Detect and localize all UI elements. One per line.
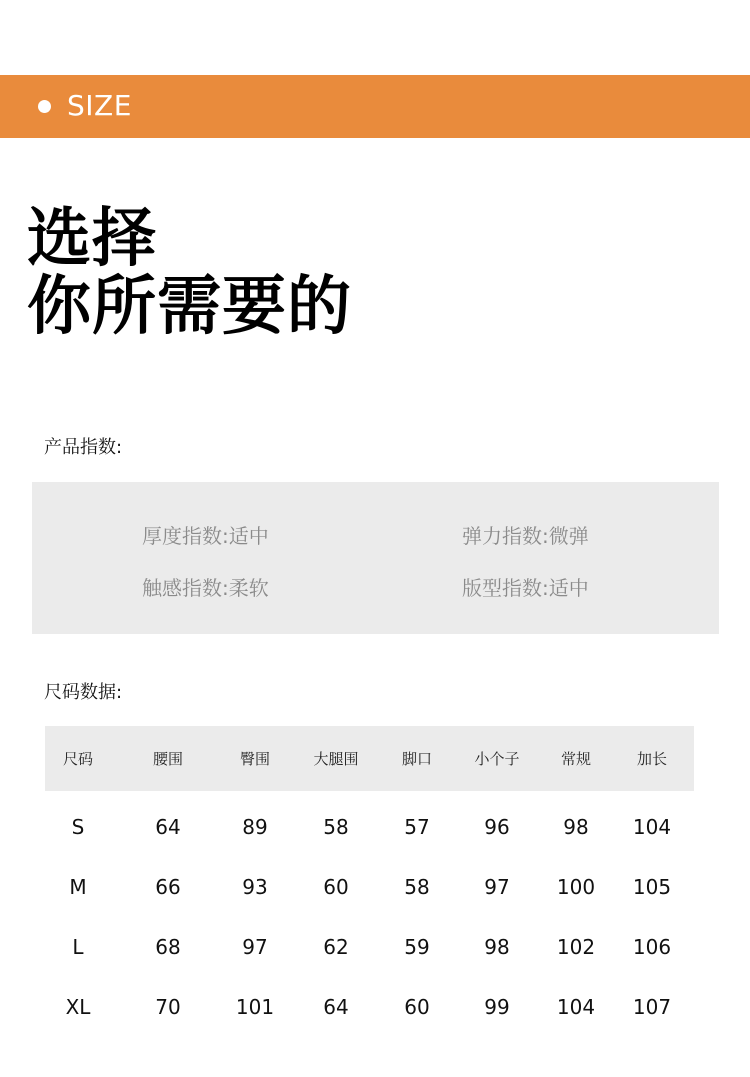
index-item-fit: 版型指数:适中 [462,576,589,600]
header-cell: 加长 [636,750,668,768]
index-value: 微弹 [548,524,589,548]
header-cell: 常规 [560,750,592,768]
table-cell: 89 [242,815,268,839]
table-cell: 107 [632,995,672,1019]
table-cell: 96 [484,815,510,839]
index-name: 触感指数 [142,576,222,600]
table-cell: 106 [632,935,672,959]
header-cell: 臀围 [239,750,271,768]
banner-title: SIZE [67,89,132,122]
table-cell: 100 [556,875,596,899]
header-cell: 大腿围 [313,750,359,768]
table-cell: 104 [632,815,672,839]
index-name: 厚度指数 [142,524,222,548]
index-name: 版型指数 [462,576,542,600]
size-banner [0,75,750,138]
table-cell: 60 [404,995,430,1019]
product-index-panel [32,482,719,634]
table-cell: XL [65,995,91,1019]
header-cell: 脚口 [401,750,433,768]
table-cell: 98 [484,935,510,959]
index-name: 弹力指数 [462,524,542,548]
size-data-label: 尺码数据: [44,682,123,703]
size-table-header [45,726,694,791]
table-cell: 58 [323,815,349,839]
table-cell: 57 [404,815,430,839]
table-row [45,927,694,967]
product-index-label: 产品指数: [44,437,123,458]
table-cell: 97 [484,875,510,899]
index-item-feel: 触感指数:柔软 [142,576,269,600]
table-cell: 93 [242,875,268,899]
table-cell: 68 [155,935,181,959]
table-cell: 64 [155,815,181,839]
table-cell: 102 [556,935,596,959]
table-cell: 98 [563,815,589,839]
table-cell: 101 [235,995,275,1019]
table-cell: 58 [404,875,430,899]
header-cell: 腰围 [152,750,184,768]
headline-line-1: 选择 [27,202,157,276]
table-cell: 59 [404,935,430,959]
table-cell: M [69,875,87,899]
table-cell: 99 [484,995,510,1019]
table-row [45,867,694,907]
index-value: 柔软 [228,576,269,600]
index-item-thickness: 厚度指数:适中 [142,524,269,548]
headline-line-2: 你所需要的 [27,270,352,344]
table-row [45,987,694,1027]
table-cell: L [72,935,84,959]
index-value: 适中 [548,576,589,600]
table-cell: 64 [323,995,349,1019]
table-cell: 62 [323,935,349,959]
header-cell: 尺码 [62,750,94,768]
page-headline [27,202,352,344]
index-item-elasticity: 弹力指数:微弹 [462,524,589,548]
header-cell: 小个子 [474,750,520,768]
index-value: 适中 [228,524,269,548]
table-cell: 70 [155,995,181,1019]
table-cell: 66 [155,875,181,899]
bullet-dot-icon [38,100,51,113]
table-cell: 104 [556,995,596,1019]
table-cell: S [71,815,85,839]
table-cell: 105 [632,875,672,899]
table-cell: 60 [323,875,349,899]
table-cell: 97 [242,935,268,959]
table-row [45,807,694,847]
